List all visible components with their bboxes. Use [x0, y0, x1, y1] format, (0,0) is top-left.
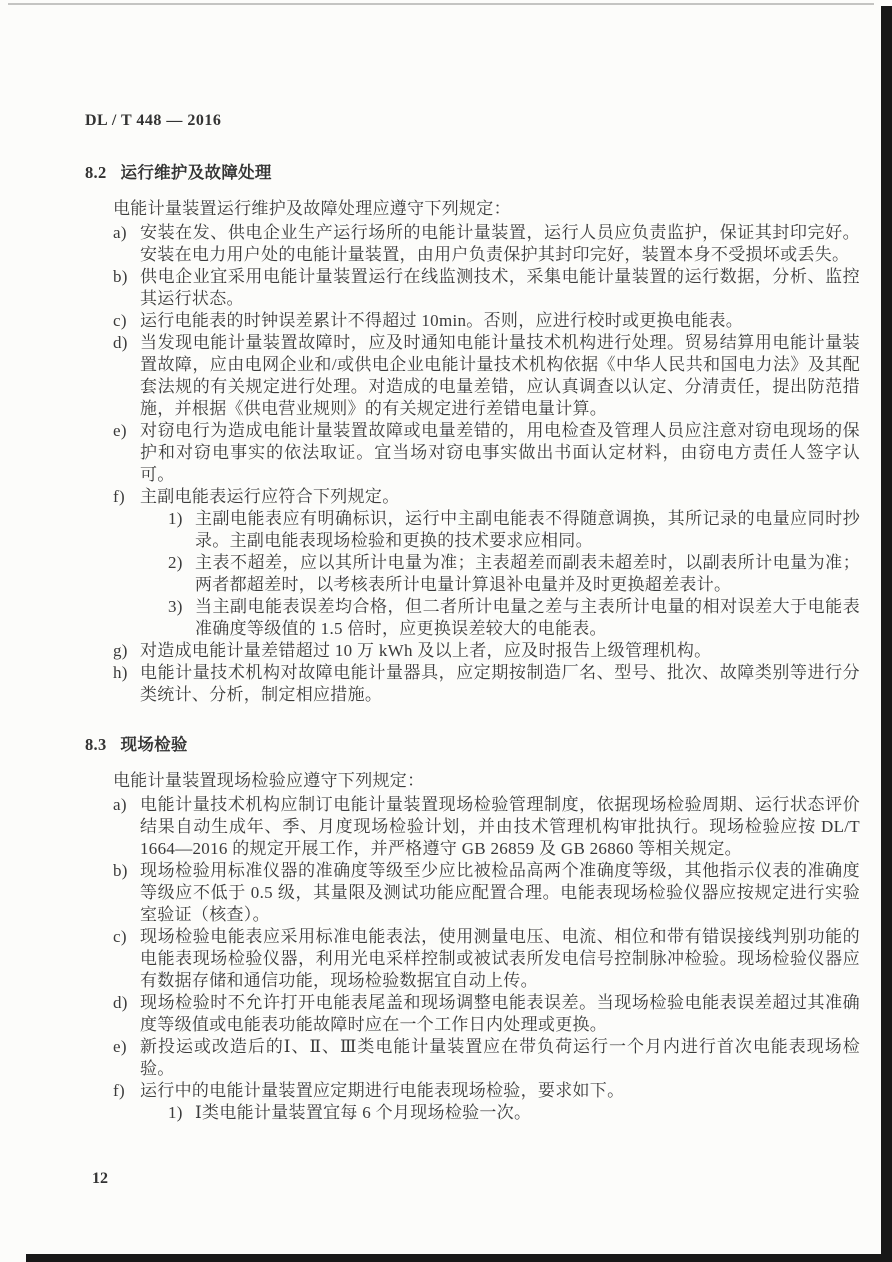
section-number: 8.2 [85, 163, 107, 182]
item-label: g) [113, 641, 128, 660]
section-heading [85, 734, 860, 756]
section-intro: 电能计量装置运行维护及故障处理应遵守下列规定： [113, 199, 511, 218]
list-item-c [113, 926, 860, 992]
item-label: c) [113, 927, 127, 946]
list-subitem-f3 [168, 596, 860, 640]
item-text: 现场检验电能表应采用标准电能表法，使用测量电压、电流、相位和带有错误接线判别功能的电能表现场检验仪器，利用光电采样控制或被试表所发电信号控制脉冲检验。现场检验仪器应有数据存储和通信功能，现场检验数据宜自动上传。 [140, 927, 860, 990]
doc-number: DL / T 448 — 2016 [85, 112, 222, 129]
list-item-c [113, 310, 860, 332]
section-intro: 电能计量装置现场检验应遵守下列规定： [113, 771, 425, 790]
section-title: 现场检验 [120, 735, 188, 754]
item-text: 电能计量技术机构应制订电能计量装置现场检验管理制度，依据现场检验周期、运行状态评价结果自动生成年、季、月度现场检验计划，并由技术管理机构审批执行。现场检验应按 DL/T 1664—2016 的规定开展工作，并严格遵守 GB 26859 及 GB 26860 等相关规定。 [140, 795, 860, 858]
scan-artifact-bottom-edge [26, 1254, 892, 1262]
item-label: f) [113, 487, 125, 506]
list-item-b [113, 266, 860, 310]
list-item-a [113, 222, 860, 266]
subitem-label: 3) [168, 597, 183, 616]
list-subitem-f1 [168, 1102, 860, 1124]
item-label: a) [113, 223, 127, 242]
section-number: 8.3 [85, 735, 107, 754]
item-text: 电能计量技术机构对故障电能计量器具，应定期按制造厂名、型号、批次、故障类别等进行分类统计、分析，制定相应措施。 [140, 663, 860, 704]
item-label: e) [113, 1037, 127, 1056]
item-label: a) [113, 795, 127, 814]
item-text: 现场检验时不允许打开电能表尾盖和现场调整电能表误差。当现场检验电能表误差超过其准确度等级值或电能表功能故障时应在一个工作日内处理或更换。 [140, 993, 860, 1034]
section-heading [85, 162, 860, 184]
item-label: c) [113, 311, 127, 330]
item-text: 安装在发、供电企业生产运行场所的电能计量装置，运行人员应负责监护，保证其封印完好。安装在电力用户处的电能计量装置，由用户负责保护其封印完好，装置本身不受损坏或丢失。 [140, 223, 860, 264]
item-text: 主副电能表运行应符合下列规定。 [140, 487, 400, 506]
item-label: e) [113, 421, 127, 440]
scan-artifact-top-line [8, 3, 874, 5]
list-item-d [113, 332, 860, 420]
section-8-3 [85, 734, 860, 1124]
list-subitem-f1 [168, 508, 860, 552]
page-number: 12 [92, 1170, 108, 1187]
section-8-2 [85, 162, 860, 706]
list-item-a [113, 794, 860, 860]
item-text: 运行中的电能计量装置应定期进行电能表现场检验，要求如下。 [140, 1081, 625, 1100]
item-text: 运行电能表的时钟误差累计不得超过 10min。否则，应进行校时或更换电能表。 [140, 311, 744, 330]
item-label: h) [113, 663, 128, 682]
item-text: 新投运或改造后的Ⅰ、Ⅱ、Ⅲ类电能计量装置应在带负荷运行一个月内进行首次电能表现场检验。 [140, 1037, 860, 1078]
item-label: b) [113, 267, 128, 286]
section-title: 运行维护及故障处理 [120, 163, 272, 182]
list-item-d [113, 992, 860, 1036]
item-text: 对造成电能计量差错超过 10 万 kWh 及以上者，应及时报告上级管理机构。 [140, 641, 712, 660]
item-label: b) [113, 861, 128, 880]
list-item-e [113, 1036, 860, 1080]
subitem-text: 主表不超差，应以其所计电量为准；主表超差而副表未超差时，以副表所计电量为准；两者都超差时，以考核表所计电量计算退补电量并及时更换超差表计。 [195, 553, 860, 594]
list-subitem-f2 [168, 552, 860, 596]
scan-artifact-right-edge [881, 6, 892, 1262]
list-item-f [113, 1080, 860, 1102]
page-content [85, 110, 860, 1124]
subitem-label: 1) [168, 509, 183, 528]
item-label: f) [113, 1081, 125, 1100]
item-text: 供电企业宜采用电能计量装置运行在线监测技术，采集电能计量装置的运行数据，分析、监控其运行状态。 [140, 267, 860, 308]
item-label: d) [113, 333, 128, 352]
subitem-label: 2) [168, 553, 183, 572]
subitem-label: 1) [168, 1103, 183, 1122]
item-text: 现场检验用标准仪器的准确度等级至少应比被检品高两个准确度等级，其他指示仪表的准确度等级应不低于 0.5 级，其量限及测试功能应配置合理。电能表现场检验仪器应按规定进行实验室验证（核查）。 [140, 861, 860, 924]
subitem-text: Ⅰ类电能计量装置宜每 6 个月现场检验一次。 [195, 1103, 532, 1122]
subitem-text: 当主副电能表误差均合格，但二者所计电量之差与主表所计电量的相对误差大于电能表准确度等级值的 1.5 倍时，应更换误差较大的电能表。 [195, 597, 860, 638]
item-label: d) [113, 993, 128, 1012]
item-text: 当发现电能计量装置故障时，应及时通知电能计量技术机构进行处理。贸易结算用电能计量装置故障，应由电网企业和/或供电企业电能计量技术机构依据《中华人民共和国电力法》及其配套法规的有关规定进行处理。对造成的电量差错，应认真调查以认定、分清责任，提出防范措施，并根据《供电营业规则》的有关规定进行差错电量计算。 [140, 333, 860, 418]
list-item-h [113, 662, 860, 706]
list-item-f [113, 486, 860, 508]
list-item-b [113, 860, 860, 926]
list-item-g [113, 640, 860, 662]
subitem-text: 主副电能表应有明确标识，运行中主副电能表不得随意调换，其所记录的电量应同时抄录。主副电能表现场检验和更换的技术要求应相同。 [195, 509, 860, 550]
item-text: 对窃电行为造成电能计量装置故障或电量差错的，用电检查及管理人员应注意对窃电现场的保护和对窃电事实的依法取证。宜当场对窃电事实做出书面认定材料，由窃电方责任人签字认可。 [140, 421, 860, 484]
list-item-e [113, 420, 860, 486]
